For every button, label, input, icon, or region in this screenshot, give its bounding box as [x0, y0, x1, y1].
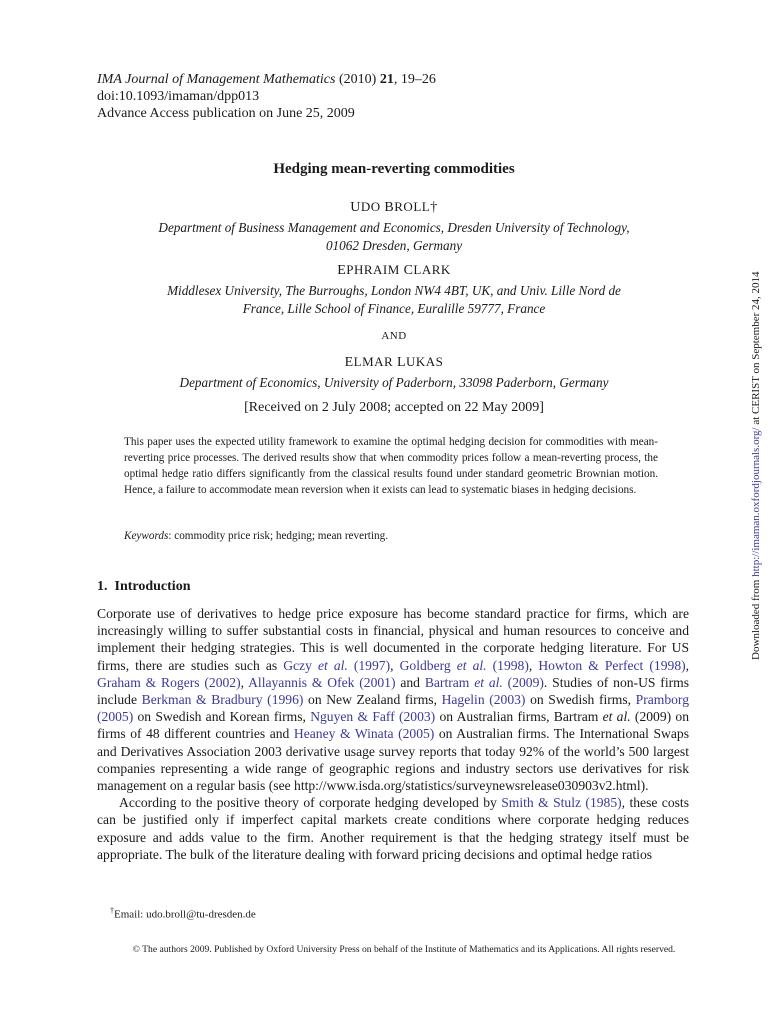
author-1-affiliation-line1: Department of Business Management and Economics, Dresden University of Technology, [158, 220, 630, 235]
keywords [124, 528, 658, 544]
ref-nguyen-faff-2003[interactable]: Nguyen & Faff (2003) [310, 709, 436, 725]
footnote-email: Email: udo.broll@tu-dresden.de [114, 908, 256, 921]
ref-heaney-winata-2005[interactable]: Heaney & Winata (2005) [293, 726, 435, 742]
author-2-affiliation-line2: France, Lille School of Finance, Euralille 59777, France [242, 301, 546, 316]
journal-name: IMA Journal of Management Mathematics [97, 72, 336, 87]
footnote-symbol: † [110, 906, 114, 915]
ref-allayannis-ofek-2001[interactable]: Allayannis & Ofek (2001) [248, 674, 396, 690]
author-1-name: UDO BROLL† [350, 199, 438, 215]
received-dates: [Received on 2 July 2008; accepted on 22 May 2009] [244, 400, 544, 415]
section-number: 1. [97, 579, 108, 594]
section-heading [97, 579, 190, 595]
body-text [97, 605, 689, 863]
keywords-list: : commodity price risk; hedging; mean reverting. [168, 530, 388, 542]
journal-year: (2010) [338, 72, 377, 87]
author-2-affiliation-line1: Middlesex University, The Burroughs, London NW4 4BT, UK, and Univ. Lille Nord de [167, 283, 621, 298]
ref-bartram-2009[interactable]: Bartram et al. (2009) [424, 674, 544, 690]
download-watermark: Downloaded from http://imaman.oxfordjournals.org/ at CERIST on September 24, 2014 [750, 271, 762, 660]
ref-hagelin-2003[interactable]: Hagelin (2003) [441, 692, 526, 708]
footnote-mark: † [430, 200, 438, 215]
ref-pramborg-2005[interactable]: Pramborg (2005) [97, 692, 690, 725]
journal-citation [97, 71, 436, 88]
copyright-notice: © The authors 2009. Published by Oxford University Press on behalf of the Institute of Mathematics and its Applications. All rights reserved. [132, 944, 676, 955]
author-3-affiliation: Department of Economics, University of Paderborn, 33098 Paderborn, Germany [179, 375, 609, 390]
journal-doi: doi:10.1093/imaman/dpp013 [97, 89, 260, 104]
paragraph-2: According to the positive theory of corporate hedging developed by Smith & Stulz (1985), these costs can be justified only if imperfect capital markets create conditions where corporate hedging reduces exposure and adds value to the firm. Another requirement is that the hedging strategy itself must be appropriate. The bulk of the literature dealing with forward pricing decisions and optimal hedge ratios [97, 795, 689, 862]
paper-title: Hedging mean-reverting commodities [273, 161, 515, 177]
ref-goldberg-1998[interactable]: Goldberg et al. (1998) [399, 657, 529, 673]
advance-access: Advance Access publication on June 25, 2009 [97, 106, 355, 121]
ref-graham-rogers-2002[interactable]: Graham & Rogers (2002) [97, 674, 241, 690]
author-2-name: EPHRAIM CLARK [337, 262, 451, 278]
keywords-label: Keywords [124, 530, 169, 542]
journal-pages: , 19–26 [393, 72, 436, 87]
and-separator: AND [381, 330, 407, 342]
ref-howton-perfect-1998[interactable]: Howton & Perfect (1998) [538, 657, 686, 673]
author-1-affiliation-line2: 01062 Dresden, Germany [325, 238, 463, 253]
journal-volume: 21 [379, 72, 394, 87]
journal-site-link[interactable]: http://imaman.oxfordjournals.org/ [750, 427, 762, 577]
ref-smith-stulz-1985[interactable]: Smith & Stulz (1985) [501, 795, 622, 811]
author-3-name: ELMAR LUKAS [344, 354, 444, 370]
paragraph-1: Corporate use of derivatives to hedge price exposure has become standard practice for firms, which are increasingly willing to suffer substantial costs in financial, physical and human resources to conceive and implement their hedging strategies. This is well documented in the corporate hedging literature. For US firms, there are studies such as Gczy et al. (1997), Goldberg et al. (1998), Howton & Perfect (1998), Graham & Rogers (2002), Allayannis & Ofek (2001) and Bartram et al. (2009). Studies of non-US firms include Berkman & Bradbury (1996) on New Zealand firms, Hagelin (2003) on Swedish firms, Pramborg (2005) on Swedish and Korean firms, Nguyen & Faff (2003) on Australian firms, Bartram et al. (2009) on firms of 48 different countries and Heaney & Winata (2005) on Australian firms. The International Swaps and Derivatives Association 2003 derivative usage survey reports that today 92% of the world’s 500 largest companies representing a wide range of geographic regions and industry sectors use derivatives for risk management on a regular basis (see http://www.isda.org/statistics/surveynewsrelease030903v2.html). [97, 606, 690, 794]
abstract: This paper uses the expected utility framework to examine the optimal hedging decision for commodities with mean-reverting price processes. The derived results show that when commodity prices follow a mean-reverting process, the optimal hedge ratio differs significantly from the classical results found under standard geometric Brownian motion. Hence, a failure to accommodate mean reversion when it exists can lead to systematic biases in hedging decisions. [124, 436, 658, 496]
ref-berkman-bradbury-1996[interactable]: Berkman & Bradbury (1996) [141, 692, 304, 708]
ref-geczy-1997[interactable]: Gczy et al. (1997) [283, 657, 391, 673]
section-title: Introduction [114, 579, 191, 594]
footnote [110, 906, 256, 921]
